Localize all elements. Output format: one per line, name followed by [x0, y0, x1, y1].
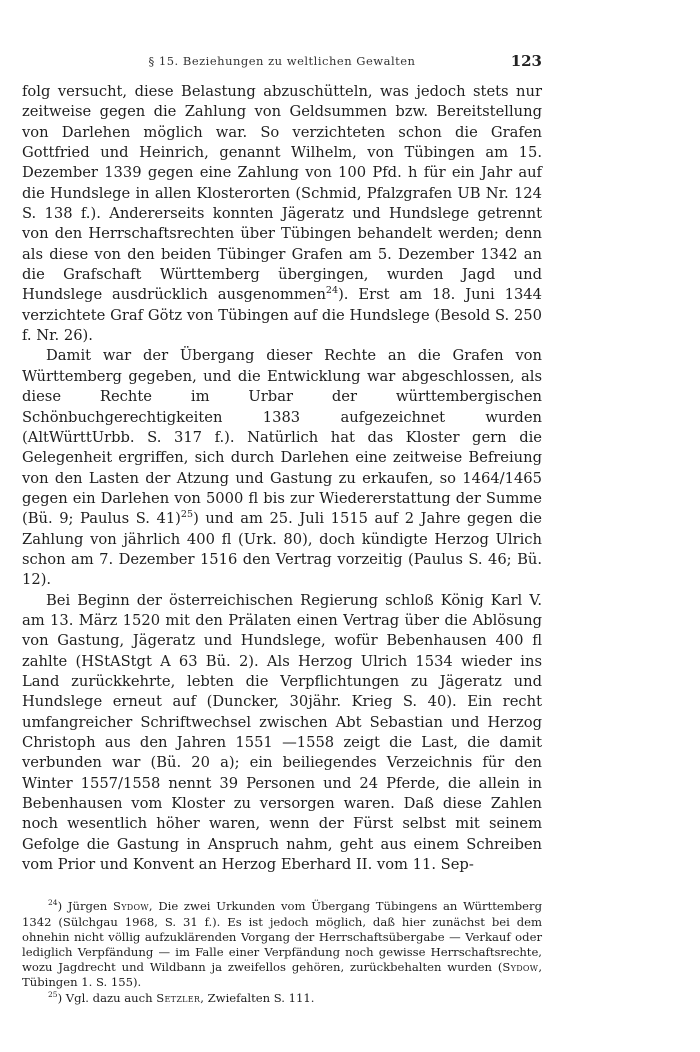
footnote-24-text-c: , Tübingen 1. S. 155).: [22, 960, 542, 990]
footnote-24-author: Sydow: [112, 899, 149, 914]
book-page: [22, 52, 542, 1006]
paragraph-1-text-b: ). Erst am 18. Juni 1344 verzichtete Graf Götz von Tübingen auf die Hundslege (Besold S. 250 f. Nr. 26).: [22, 286, 542, 345]
running-head: § 15. Beziehungen zu weltlichen Gewalten: [148, 54, 416, 68]
footnote-24-text-b: , Die zwei Urkunden vom Übergang Tübingens an Württemberg 1342 (Sülchgau 1968, S. 31 f.). Es ist jedoch möglich, daß hier zunächst bei dem ohnehin nicht völlig aufzuklärenden Vorgang der Herrschaftsübergabe — Verkauf oder lediglich Verpfändung — im Falle einer Verpfändung noch gewisse Herrschaftsrechte, wozu Jagdrecht und Wildbann ja zweifellos gehören, zurückbehalten wurden (: [22, 899, 542, 975]
main-text: [22, 82, 542, 875]
footnote-24-author-2: Sydow: [502, 960, 539, 975]
footnote-24: [22, 899, 542, 990]
page-header: [22, 52, 542, 76]
footnote-25-text-b: , Zwiefalten S. 111.: [200, 990, 315, 1005]
footnote-25: [22, 991, 542, 1006]
footnote-24-text-a: ) Jürgen: [57, 899, 113, 914]
footnote-mark-25: 25: [48, 989, 58, 999]
footnotes: [22, 899, 542, 1005]
paragraph-2-text-b: ) und am 25. Juli 1515 auf 2 Jahre gegen die Zahlung von jährlich 400 fl (Urk. 80), doch kündigte Herzog Ulrich schon am 7. Dezember 1516 den Vertrag vorzeitig (Paulus S. 46; Bü. 12).: [22, 510, 542, 589]
footnote-ref-24: 24: [325, 285, 339, 297]
paragraph-3: Bei Beginn der österreichischen Regierung schloß König Karl V. am 13. März 1520 mit den Prälaten einen Vertrag über die Ablösung von Gastung, Jägeratz und Hundslege, wofür Bebenhausen 400 fl zahlte (HStAStgt A 63 Bü. 2). Als Herzog Ulrich 1534 wieder ins Land zurückkehrte, lebten die Verpflichtungen zu Jägeratz und Hundslege erneut auf (Duncker, 30jähr. Krieg S. 40). Ein recht umfangreicher Schriftwechsel zwischen Abt Sebastian und Herzog Christoph aus den Jahren 1551 —1558 zeigt die Last, die damit verbunden war (Bü. 20 a); ein beiliegendes Verzeichnis für den Winter 1557/1558 nennt 39 Personen und 24 Pferde, die allein in Bebenhausen vom Kloster zu versorgen waren. Daß diese Zahlen noch wesentlich höher waren, wenn der Fürst selbst mit seinem Gefolge die Gastung in Anspruch nahm, geht aus einem Schreiben vom Prior und Konvent an Herzog Eberhard II. vom 11. Sep-: [22, 591, 542, 874]
footnote-mark-24: 24: [48, 898, 58, 908]
footnote-25-text-a: ) Vgl. dazu auch: [57, 990, 157, 1005]
paragraph-2: [22, 346, 542, 590]
paragraph-2-text-a: Damit war der Übergang dieser Rechte an die Grafen von Württemberg gegeben, und die Entwicklung war abgeschlossen, als diese Rechte im Urbar der württembergischen Schönbuchgerechtigkeiten 1383 aufgezeichnet wurden (AltWürttUrbb. S. 317 f.). Natürlich hat das Kloster gern die Gelegenheit ergriffen, sich durch Darlehen eine zeitweise Befreiung von den Lasten der Atzung und Gastung zu erkaufen, so 1464/1465 gegen ein Darlehen von 5000 fl bis zur Wiedererstattung der Summe (Bü. 9; Paulus S. 41): [22, 347, 542, 528]
footnote-ref-25: 25: [180, 509, 194, 521]
paragraph-1: [22, 82, 542, 346]
footnote-25-author: Setzler: [156, 990, 201, 1005]
paragraph-1-text-a: folg versucht, diese Belastung abzuschütteln, was jedoch stets nur zeitweise gegen die Zahlung von Geldsummen bzw. Bereitstellung von Darlehen möglich war. So verzichteten schon die Grafen Gottfried und Heinrich, genannt Wilhelm, von Tübingen am 15. Dezember 1339 gegen eine Zahlung von 100 Pfd. h für ein Jahr auf die Hundslege in allen Klosterorten (Schmid, Pfalzgrafen UB Nr. 124 S. 138 f.). Andererseits konnten Jägeratz und Hundslege getrennt von den Herrschaftsrechten über Tübingen behandelt werden; denn als diese von den beiden Tübinger Grafen am 5. Dezember 1342 an die Grafschaft Württemberg übergingen, wurden Jagd und Hundslege ausdrücklich ausgenommen: [22, 83, 542, 304]
page-number: 123: [510, 52, 542, 70]
